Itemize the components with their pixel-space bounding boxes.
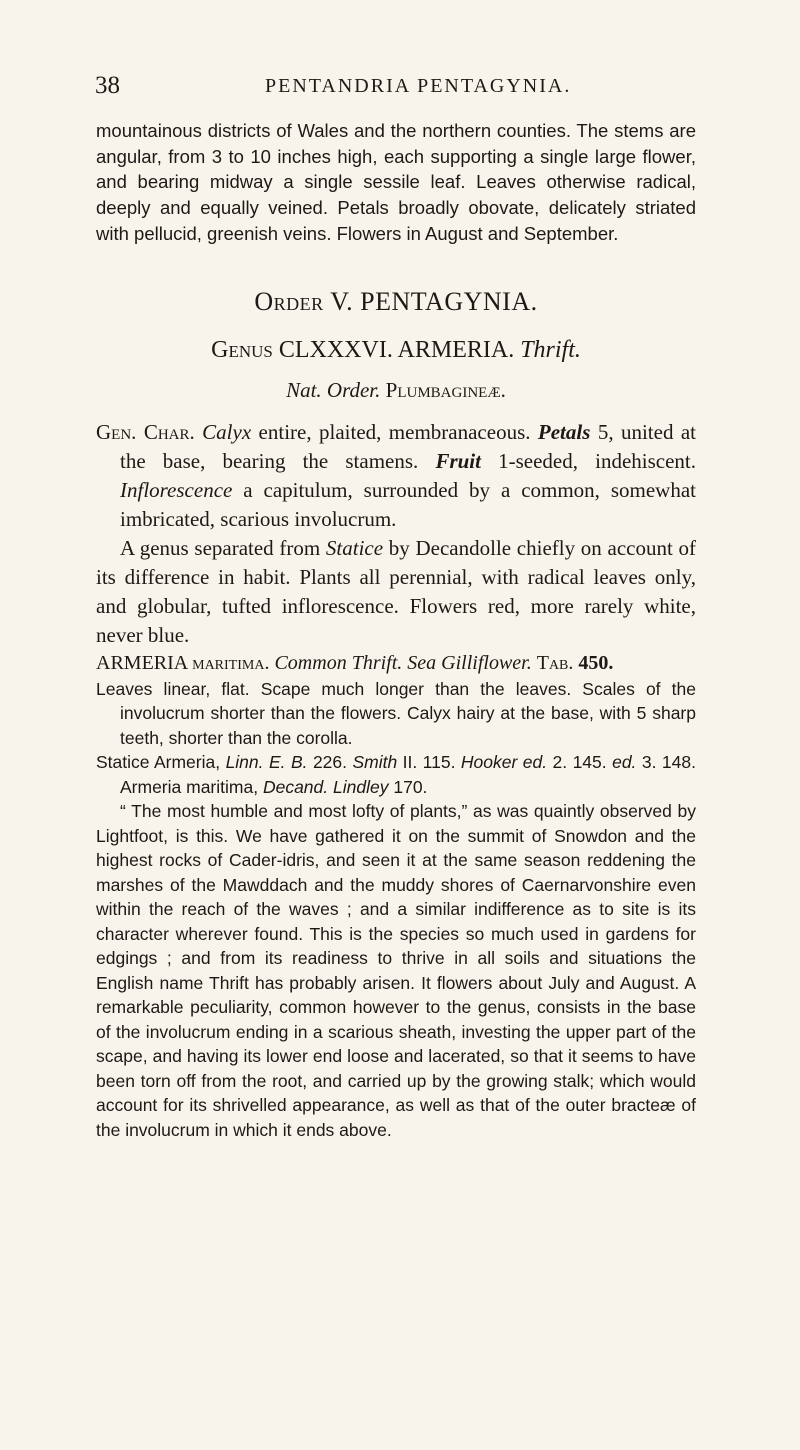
genus-common-name: Thrift. [520,337,581,364]
tab-label: Tab. [536,651,574,674]
gen-char-label: Gen. Char. [96,419,195,444]
page-number: 38 [95,72,120,99]
petals-label: Petals [537,419,591,444]
species-genus: ARMERIA [96,651,188,674]
inflorescence-label: Inflorescence [120,477,233,502]
ref-linn: Linn. [225,752,264,773]
genus-name: ARMERIA. [397,337,515,364]
synonym-armeria: Armeria maritima, [120,776,259,797]
ref-smith: Smith [352,752,398,773]
genus-note-after: by Decandolle chiefly on account of its difference in habit. Plants all perennial, with radical leaves only, and globular, tufted inflorescence. Flowers red, more rarely white, never blue. [96,535,697,647]
genus-title [96,338,696,364]
natural-order [96,378,696,404]
nat-order-name: Plumbagineæ. [385,377,506,402]
ref-hooker: Hooker ed. [460,752,548,773]
generic-character [96,418,696,534]
ref-lindley: Lindley [333,776,389,797]
species-epithet: maritima. [192,651,270,674]
ref-smith-number: II. 115. [402,752,456,773]
body-text [96,118,696,1142]
ref-hooker-number: 2. 145. [552,752,607,773]
ref-ed3: ed. [612,752,637,773]
synonym-statice: Statice Armeria, [96,752,221,773]
order-title [96,286,696,316]
nat-order-label: Nat. Order. [286,377,381,402]
ref-decand: Decand. [262,776,329,797]
synonymy [96,750,696,799]
tab-number: 450. [578,651,614,674]
species-description: Leaves linear, flat. Scape much longer than the leaves. Scales of the involucrum shorter than the flowers. Calyx hairy at the base, with 5 sharp teeth, shorter than the corolla. [96,678,696,748]
ref-lindley-number: 170. [393,776,428,797]
ref-ed3-number: 3. 148. [641,752,696,773]
ref-eb: E. B. [268,752,308,773]
calyx-label: Calyx [202,419,252,444]
intro-paragraph: mountainous districts of Wales and the northern counties. The stems are angular, from 3 to 10 inches high, each supporting a single large flower, and bearing midway a single sessile leaf. Leaves otherwise radical, deeply and equally veined. Petals broadly obovate, delicately striated with pellucid, greenish veins. Flowers in August and September. [96,120,696,244]
calyx-text: entire, plaited, membranaceous. [258,419,531,444]
genus-note [96,534,696,650]
genus-label: Genus CLXXXVI. [211,337,393,364]
running-head: PENTANDRIA PENTAGYNIA. [265,75,572,97]
species-notes: “ The most humble and most lofty of plants,” as was quaintly observed by Lightfoot, is this. We have gathered it on the summit of Snowdon and the highest rocks of Cader-idris, and seen it at the same season reddening the marshes of the Mawddach and the muddy shores of Caernarvonshire even within the reach of the waves ; and a similar indifference as to site is its character wherever found. This is the species so much used in gardens for edgings ; and from its readiness to thrive in all soils and situations the English name Thrift has probably arisen. It flowers about July and August. A remarkable peculiarity, common however to the genus, consists in the base of the involucrum ending in a scarious sheath, investing the upper part of the scape, and having its lower end loose and lacerated, so that it seems to have been torn off from the root, and carried up by the growing stalk; which would account for its shrivelled appearance, as well as that of the outer bracteæ of the involucrum in which it ends above. [96,801,696,1140]
petals-text: 5, united at the base, bearing the stamens. [120,419,697,473]
species-common-name-1: Common Thrift. [274,651,403,674]
order-name: PENTAGYNIA. [360,286,538,316]
ref-eb-number: 226. [312,752,347,773]
fruit-text: 1-seeded, indehiscent. [498,448,697,473]
order-label: Order V. [254,286,354,316]
genus-note-before: A genus separated from [120,535,321,560]
species-heading [96,650,696,677]
genus-note-statice: Statice [325,535,384,560]
fruit-label: Fruit [435,448,481,473]
page-header [95,72,690,104]
inflorescence-text: a capitulum, surrounded by a common, somewhat imbricated, scarious involucrum. [120,477,696,531]
species-common-name-2: Sea Gilliflower. [407,651,532,674]
